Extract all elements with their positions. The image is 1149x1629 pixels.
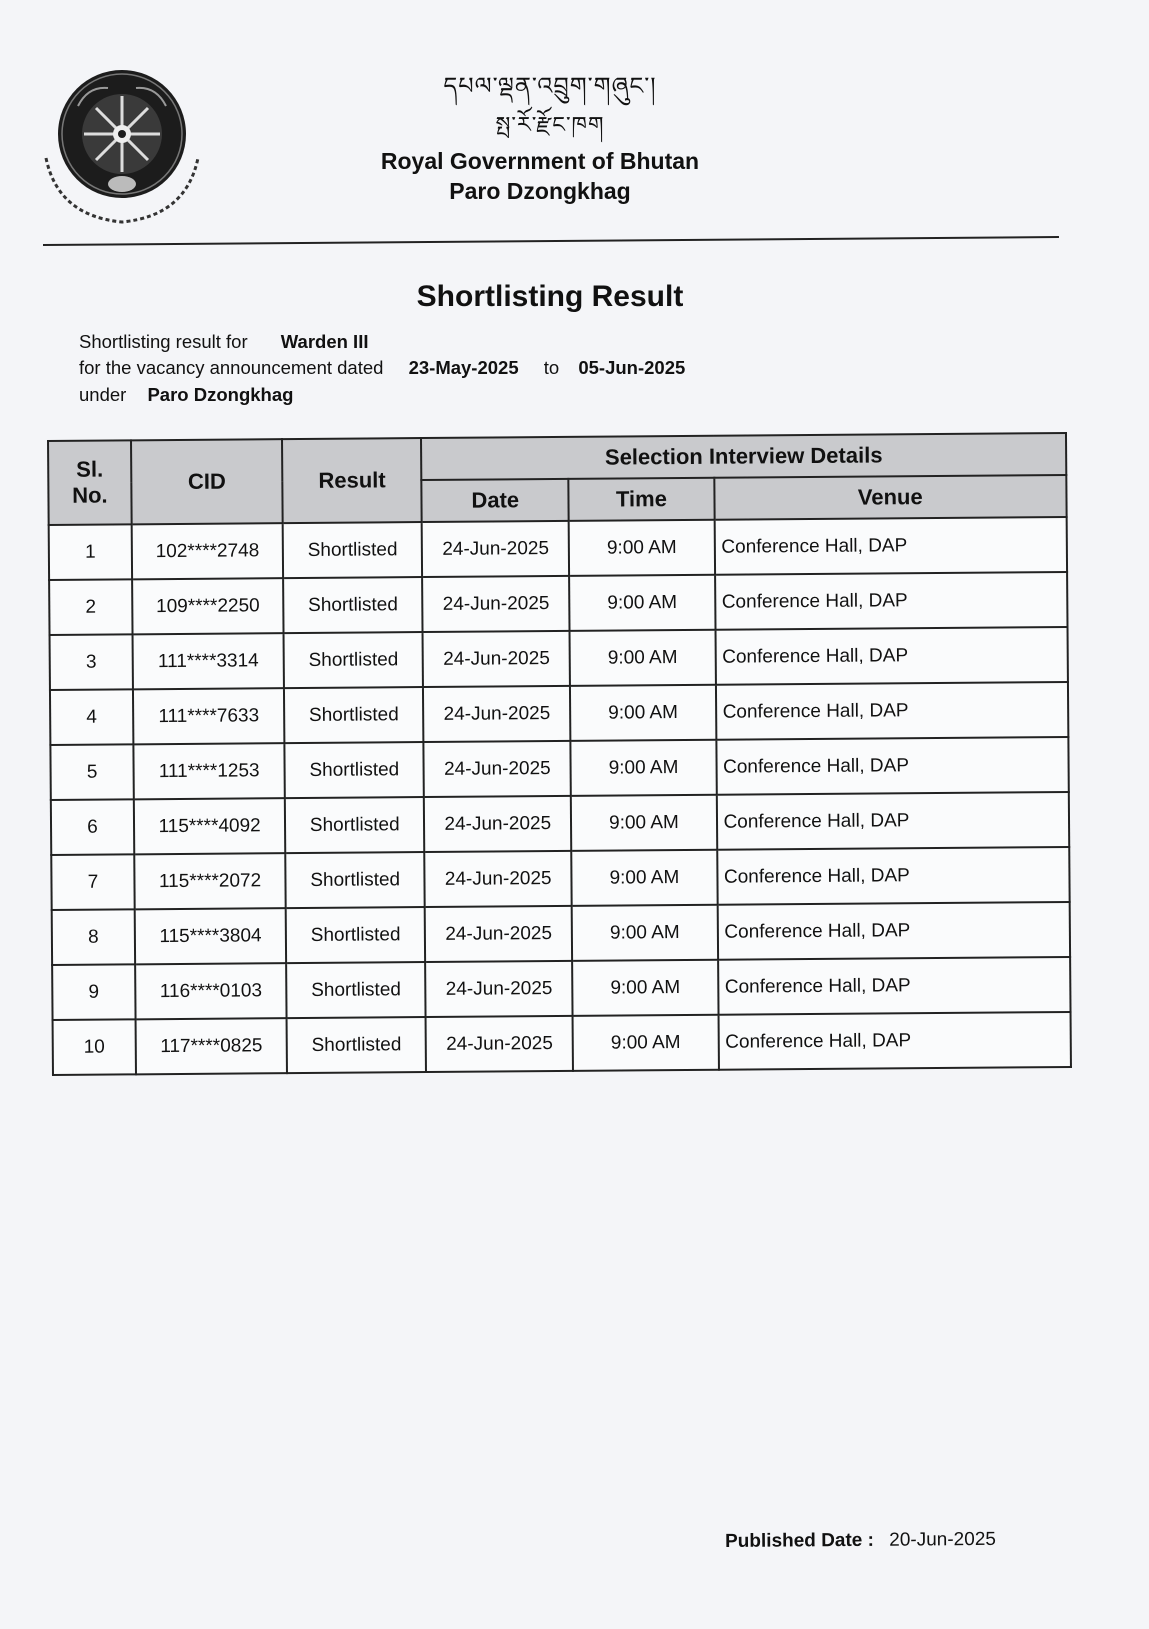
cell-date: 24-Jun-2025 — [425, 961, 573, 1017]
org-name: Royal Government of Bhutan — [380, 148, 700, 174]
cell-result: Shortlisted — [286, 852, 425, 908]
shortlist-table — [47, 432, 1072, 1076]
table-row — [50, 737, 1068, 800]
cell-cid: 116****0103 — [135, 963, 287, 1019]
cell-sl-no: 8 — [52, 909, 135, 965]
info-line-vacancy — [79, 357, 685, 379]
table-row — [49, 517, 1067, 580]
vacancy-date-to: 05-Jun-2025 — [578, 357, 686, 378]
cell-cid: 115****4092 — [134, 798, 286, 854]
cell-venue: Conference Hall, DAP — [717, 847, 1070, 905]
dzongkha-district-name: སྤ་རོ་རྫོང་ཁག — [495, 113, 605, 138]
cell-time: 9:00 AM — [569, 520, 715, 576]
cell-sl-no: 5 — [50, 744, 133, 800]
cell-venue: Conference Hall, DAP — [716, 792, 1069, 850]
vacancy-date-from: 23-May-2025 — [408, 357, 519, 378]
vacancy-label: for the vacancy announcement dated — [79, 357, 384, 378]
cell-cid: 117****0825 — [135, 1018, 287, 1074]
cell-venue: Conference Hall, DAP — [718, 1012, 1071, 1070]
cell-venue: Conference Hall, DAP — [714, 517, 1067, 575]
cell-date: 24-Jun-2025 — [422, 576, 570, 632]
cell-time: 9:00 AM — [571, 740, 717, 796]
result-for-label: Shortlisting result for — [79, 331, 248, 352]
under-label: under — [79, 384, 127, 405]
cell-date: 24-Jun-2025 — [424, 851, 572, 907]
table-row — [52, 902, 1070, 965]
header-cid: CID — [131, 439, 283, 524]
table-row — [53, 1012, 1071, 1075]
cell-cid: 102****2748 — [132, 523, 284, 579]
published-date: 20-Jun-2025 — [889, 1528, 997, 1551]
cell-date: 24-Jun-2025 — [426, 1016, 574, 1072]
info-line-agency — [79, 384, 293, 406]
table-row — [50, 627, 1068, 690]
cell-sl-no: 1 — [49, 524, 132, 580]
table-row — [50, 682, 1068, 745]
table-row — [51, 792, 1069, 855]
cell-cid: 111****1253 — [133, 743, 285, 799]
cell-result: Shortlisted — [283, 577, 422, 633]
cell-result: Shortlisted — [284, 632, 423, 688]
cell-venue: Conference Hall, DAP — [715, 572, 1068, 630]
cell-sl-no: 9 — [52, 964, 135, 1020]
cell-cid: 111****3314 — [132, 633, 284, 689]
header-divider — [43, 236, 1059, 246]
cell-result: Shortlisted — [284, 687, 423, 743]
cell-date: 24-Jun-2025 — [422, 521, 570, 577]
cell-venue: Conference Hall, DAP — [717, 902, 1070, 960]
cell-result: Shortlisted — [285, 742, 424, 798]
cell-time: 9:00 AM — [572, 960, 718, 1016]
published-date-line — [725, 1529, 996, 1553]
cell-venue: Conference Hall, DAP — [715, 627, 1068, 685]
cell-date: 24-Jun-2025 — [425, 906, 573, 962]
agency-name: Paro Dzongkhag — [147, 384, 294, 405]
header-venue: Venue — [714, 475, 1067, 520]
cell-sl-no: 4 — [50, 689, 133, 745]
dzongkha-org-name: དཔལ་ལྡན་འབྲུག་གཞུང་། — [443, 72, 657, 100]
to-label: to — [543, 357, 560, 378]
cell-time: 9:00 AM — [570, 685, 716, 741]
cell-result: Shortlisted — [283, 522, 422, 578]
cell-sl-no: 6 — [51, 799, 134, 855]
cell-sl-no: 7 — [51, 854, 134, 910]
cell-venue: Conference Hall, DAP — [718, 957, 1071, 1015]
cell-time: 9:00 AM — [569, 575, 715, 631]
cell-venue: Conference Hall, DAP — [715, 682, 1068, 740]
cell-venue: Conference Hall, DAP — [716, 737, 1069, 795]
page-title: Shortlisting Result — [416, 280, 684, 313]
cell-sl-no: 3 — [50, 634, 133, 690]
header-time: Time — [569, 478, 714, 521]
cell-time: 9:00 AM — [570, 630, 716, 686]
cell-time: 9:00 AM — [573, 1015, 719, 1071]
royal-emblem-icon — [38, 66, 208, 228]
cell-cid: 109****2250 — [132, 578, 284, 634]
cell-result: Shortlisted — [286, 907, 425, 963]
cell-cid: 111****7633 — [133, 688, 285, 744]
cell-result: Shortlisted — [287, 1017, 426, 1073]
cell-result: Shortlisted — [285, 797, 424, 853]
table-row — [49, 572, 1067, 635]
cell-cid: 115****3804 — [135, 908, 287, 964]
cell-date: 24-Jun-2025 — [424, 796, 572, 852]
header-result: Result — [282, 438, 422, 523]
cell-date: 24-Jun-2025 — [423, 686, 571, 742]
cell-time: 9:00 AM — [572, 850, 718, 906]
table-row — [51, 847, 1069, 910]
cell-cid: 115****2072 — [134, 853, 286, 909]
cell-sl-no: 2 — [49, 579, 132, 635]
published-label: Published Date : — [725, 1529, 875, 1552]
cell-sl-no: 10 — [53, 1019, 136, 1075]
info-line-position — [79, 331, 368, 353]
header-sl-no: Sl. No. — [48, 440, 132, 525]
cell-date: 24-Jun-2025 — [424, 741, 572, 797]
cell-time: 9:00 AM — [571, 795, 717, 851]
cell-result: Shortlisted — [286, 962, 425, 1018]
position-name: Warden III — [280, 331, 369, 352]
table-row — [52, 957, 1070, 1020]
cell-time: 9:00 AM — [572, 905, 718, 961]
header-interview-group: Selection Interview Details — [421, 433, 1066, 480]
header-date: Date — [421, 479, 569, 522]
district-name: Paro Dzongkhag — [449, 178, 631, 204]
cell-date: 24-Jun-2025 — [423, 631, 571, 687]
